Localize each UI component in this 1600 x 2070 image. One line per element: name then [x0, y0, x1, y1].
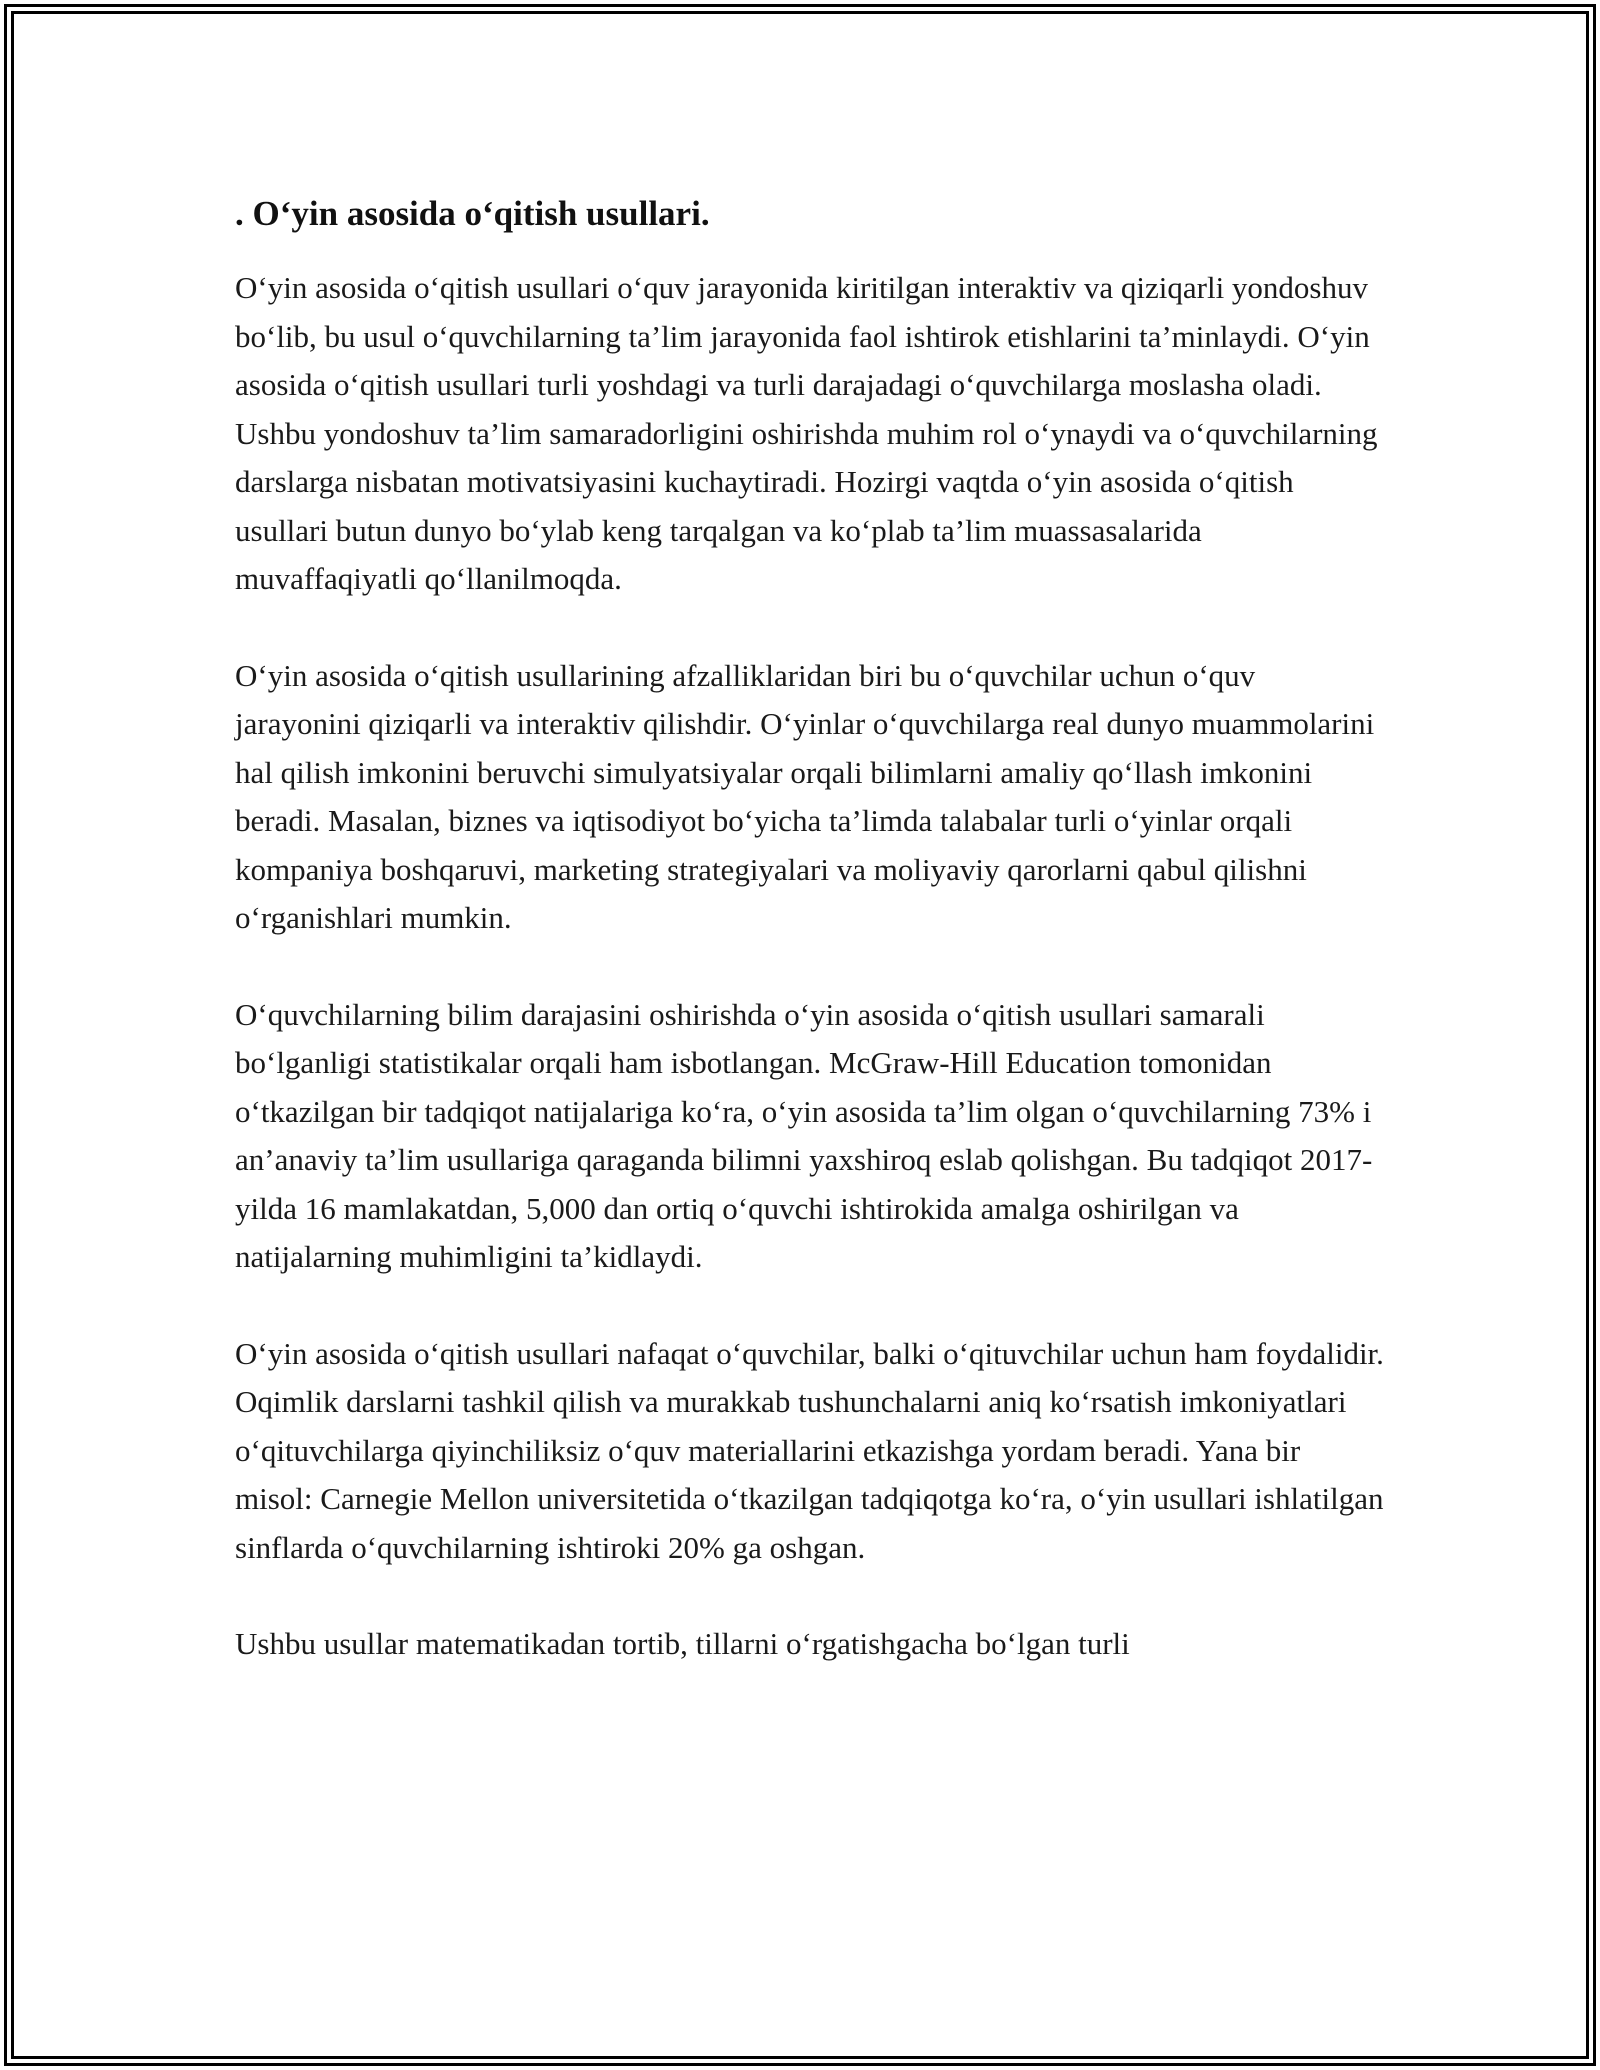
section-heading: . O‘yin asosida o‘qitish usullari. — [235, 194, 710, 233]
paragraph-4: O‘yin asosida o‘qitish usullari nafaqat o‘quvchilar, balki o‘qituvchilar uchun ham foydalidir. Oqimlik darslarni tashkil qilish va murakkab tushunchalarni aniq ko‘rsatish imkoniyatlari o‘qituvchilarga qiyinchiliksiz o‘quv materiallarini etkazishga yordam beradi. Yana bir misol: Carnegie Mellon universitetida o‘tkazilgan tadqiqotga ko‘ra, o‘yin usullari ishlatilgan sinflarda o‘quvchilarning ishtiroki 20% ga oshgan. — [235, 1335, 1384, 1565]
paragraph-3: O‘quvchilarning bilim darajasini oshirishda o‘yin asosida o‘qitish usullari samarali bo‘lganligi statistikalar orqali ham isbotlangan. McGraw-Hill Education tomonidan o‘tkazilgan bir tadqiqot natijalariga ko‘ra, o‘yin asosida ta’lim olgan o‘quvchilarning 73% i an’anaviy ta’lim usullariga qaraganda bilimni yaxshiroq eslab qolishgan. Bu tadqiqot 2017-yilda 16 mamlakatdan, 5,000 dan ortiq o‘quvchi ishtirokida amalga oshirilgan va natijalarning muhimligini ta’kidlaydi. — [235, 996, 1373, 1274]
paragraph-2: O‘yin asosida o‘qitish usullarining afzalliklaridan biri bu o‘quvchilar uchun o‘quv jarayonini qiziqarli va interaktiv qilishdir. O‘yinlar o‘quvchilarga real dunyo muammolarini hal qilish imkonini beruvchi simulyatsiyalar orqali bilimlarni amaliy qo‘llash imkonini beradi. Masalan, biznes va iqtisodiyot bo‘yicha ta’limda talabalar turli o‘yinlar orqali kompaniya boshqaruvi, marketing strategiyalari va moliyaviy qarorlarni qabul qilishni o‘rganishlari mumkin. — [235, 657, 1375, 935]
document-body — [235, 190, 1385, 1717]
paragraph-1: O‘yin asosida o‘qitish usullari o‘quv jarayonida kiritilgan interaktiv va qiziqarli yondoshuv bo‘lib, bu usul o‘quvchilarning ta’lim jarayonida faol ishtirok etishlarini ta’minlaydi. O‘yin asosida o‘qitish usullari turli yoshdagi va turli darajadagi o‘quvchilarga moslasha oladi. Ushbu yondoshuv ta’lim samaradorligini oshirishda muhim rol o‘ynaydi va o‘quvchilarning darslarga nisbatan motivatsiyasini kuchaytiradi. Hozirgi vaqtda o‘yin asosida o‘qitish usullari butun dunyo bo‘ylab keng tarqalgan va ko‘plab ta’lim muassasalarida muvaffaqiyatli qo‘llanilmoqda. — [235, 270, 1378, 596]
paragraph-5: Ushbu usullar matematikadan tortib, tillarni o‘rgatishgacha bo‘lgan turli — [235, 1626, 1130, 1661]
